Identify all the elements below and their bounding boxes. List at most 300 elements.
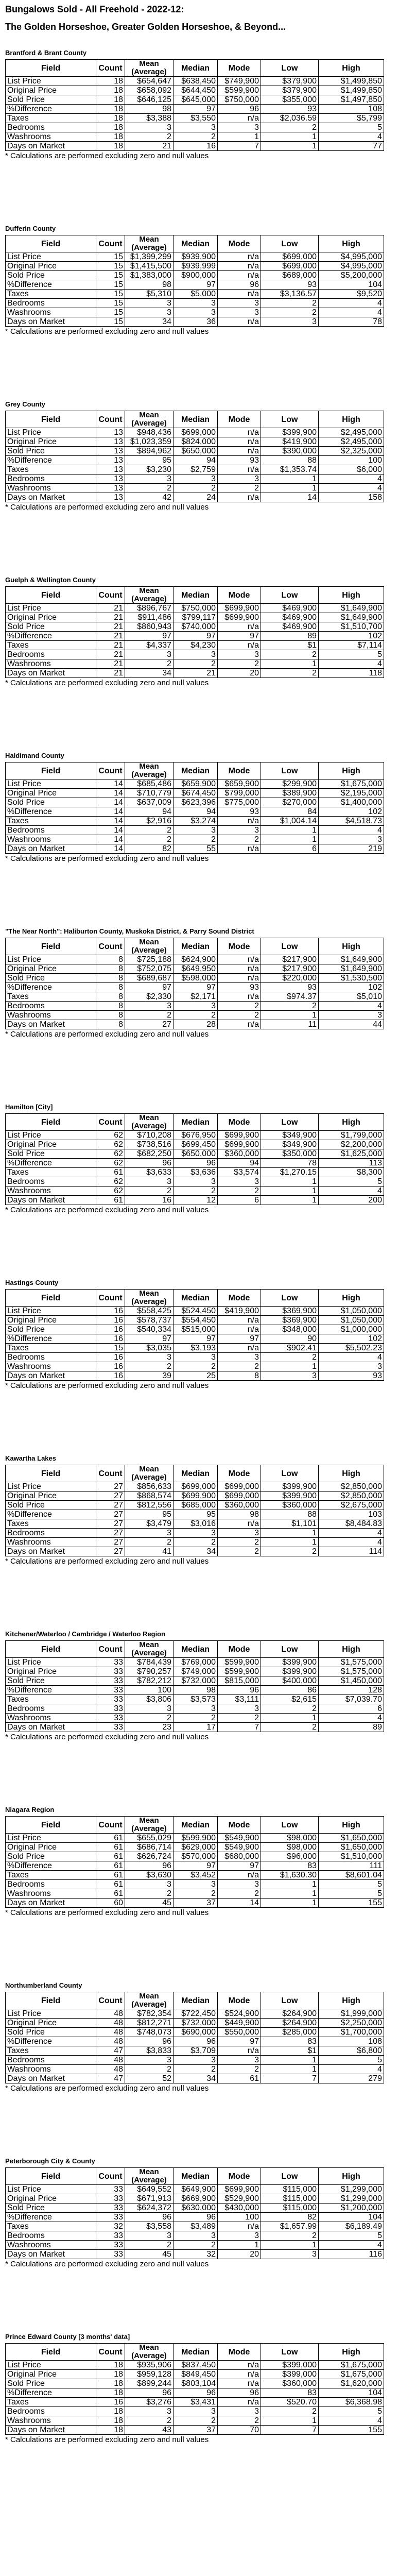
table-cell-field: Days on Market: [6, 1547, 96, 1556]
table-cell-high: 111: [319, 1861, 384, 1871]
table-cell-high: 93: [319, 1371, 384, 1381]
table-cell-mean: $894,962: [125, 447, 174, 456]
table-cell-high: $1,499,850: [319, 86, 384, 95]
table-cell-median: $3,573: [174, 1695, 218, 1704]
table-cell-median: $599,900: [174, 1834, 218, 1843]
table-cell-median: 97: [174, 632, 218, 641]
table-cell-count: 14: [96, 798, 125, 807]
table-cell-count: 8: [96, 964, 125, 974]
table-cell-mode: 94: [218, 1159, 261, 1168]
table-cell-low: 3: [261, 1371, 319, 1381]
table-cell-high: 108: [319, 105, 384, 114]
table-cell-count: 13: [96, 447, 125, 456]
table-cell-median: 34: [174, 2074, 218, 2083]
table-row: [6, 1353, 384, 1362]
table-cell-mode: 2: [218, 1889, 261, 1899]
table-cell-mean: $1,383,000: [125, 271, 174, 280]
stats-table: [5, 1289, 384, 1381]
table-cell-low: $379,900: [261, 77, 319, 86]
table-cell-median: $3,489: [174, 2222, 218, 2231]
table-cell-low: $1,657.99: [261, 2222, 319, 2231]
table-cell-field: List Price: [6, 2009, 96, 2019]
table-cell-field: List Price: [6, 2185, 96, 2194]
table-row: [6, 1834, 384, 1843]
table-cell-mode: n/a: [218, 114, 261, 123]
table-row: [6, 1723, 384, 1732]
mean-header-sublabel: (Average): [131, 243, 167, 252]
table-cell-median: 21: [174, 669, 218, 678]
table-cell-median: $3,016: [174, 1519, 218, 1529]
mean-header-label: Mean: [139, 1465, 159, 1473]
column-header-mean: [125, 1114, 174, 1131]
table-cell-high: $1,299,000: [319, 2185, 384, 2194]
table-row: [6, 280, 384, 290]
table-cell-mean: $738,516: [125, 1140, 174, 1149]
column-header-field: Field: [6, 2168, 96, 2185]
table-row: [6, 659, 384, 669]
column-header-count: Count: [96, 1114, 125, 1131]
table-cell-count: 8: [96, 1020, 125, 1029]
region-title: Dufferin County: [5, 225, 56, 232]
table-cell-mean: $790,257: [125, 1667, 174, 1676]
table-cell-median: 12: [174, 1196, 218, 1205]
column-header-mean: [125, 938, 174, 955]
table-cell-median: 34: [174, 1547, 218, 1556]
table-cell-mode: n/a: [218, 2222, 261, 2231]
table-cell-mean: $1,415,500: [125, 262, 174, 271]
column-header-count: Count: [96, 1465, 125, 1482]
table-cell-count: 16: [96, 1325, 125, 1334]
table-row: [6, 2056, 384, 2065]
table-cell-mean: $1,023,359: [125, 437, 174, 447]
table-cell-count: 8: [96, 992, 125, 1002]
stats-table: [5, 762, 384, 854]
table-cell-low: 7: [261, 2426, 319, 2435]
table-cell-field: Bedrooms: [6, 1002, 96, 1011]
table-cell-field: Original Price: [6, 1667, 96, 1676]
column-header-low: Low: [261, 938, 319, 955]
table-cell-count: 18: [96, 2370, 125, 2379]
table-cell-median: $3,636: [174, 1168, 218, 1177]
table-cell-field: Washrooms: [6, 132, 96, 142]
table-cell-count: 33: [96, 1704, 125, 1714]
column-header-low: Low: [261, 1290, 319, 1307]
table-cell-low: 1: [261, 142, 319, 151]
header-row: [6, 762, 384, 779]
table-row: [6, 798, 384, 807]
table-cell-count: 18: [96, 2416, 125, 2426]
column-header-field: Field: [6, 1817, 96, 1834]
table-cell-low: $400,000: [261, 1676, 319, 1686]
table-cell-low: $264,900: [261, 2019, 319, 2028]
table-cell-low: 2: [261, 1002, 319, 1011]
table-cell-field: Taxes: [6, 1344, 96, 1353]
table-cell-low: 1: [261, 2065, 319, 2074]
column-header-count: Count: [96, 1817, 125, 1834]
table-cell-field: List Price: [6, 604, 96, 613]
table-cell-low: $379,900: [261, 86, 319, 95]
table-cell-mean: 96: [125, 1861, 174, 1871]
table-row: [6, 807, 384, 817]
table-cell-field: Days on Market: [6, 142, 96, 151]
table-cell-field: Washrooms: [6, 1714, 96, 1723]
table-cell-low: $399,900: [261, 1492, 319, 1501]
column-header-mode: Mode: [218, 411, 261, 428]
table-cell-field: Taxes: [6, 1695, 96, 1704]
table-cell-mean: $658,092: [125, 86, 174, 95]
table-cell-high: 5: [319, 1889, 384, 1899]
table-cell-mode: n/a: [218, 2398, 261, 2407]
table-cell-field: Bedrooms: [6, 1880, 96, 1889]
table-row: [6, 2009, 384, 2019]
table-cell-median: $570,000: [174, 1852, 218, 1861]
table-cell-high: $8,601.04: [319, 1871, 384, 1880]
table-cell-median: $598,000: [174, 974, 218, 983]
column-header-mean: [125, 1817, 174, 1834]
table-cell-count: 8: [96, 983, 125, 992]
table-cell-mode: $599,900: [218, 1667, 261, 1676]
table-row: [6, 1843, 384, 1852]
table-cell-mean: $3,035: [125, 1344, 174, 1353]
column-header-high: High: [319, 938, 384, 955]
region-section: [5, 1454, 394, 1630]
table-cell-low: $902.41: [261, 1344, 319, 1353]
table-cell-median: 95: [174, 1510, 218, 1519]
column-header-mode: Mode: [218, 1817, 261, 1834]
mean-header-sublabel: (Average): [131, 770, 167, 779]
region-title: Kitchener/Waterloo / Cambridge / Waterloo Region: [5, 1630, 166, 1638]
table-cell-count: 27: [96, 1529, 125, 1538]
column-header-high: High: [319, 411, 384, 428]
calculation-note: * Calculations are performed excluding zero and null values: [5, 2084, 209, 2093]
table-cell-mode: $699,900: [218, 613, 261, 622]
table-cell-count: 16: [96, 1334, 125, 1344]
table-cell-mean: 43: [125, 2426, 174, 2435]
table-cell-high: 5: [319, 1177, 384, 1187]
column-header-field: Field: [6, 2344, 96, 2361]
table-cell-low: 2: [261, 2231, 319, 2241]
table-cell-mode: $699,900: [218, 1131, 261, 1140]
mean-header-sublabel: (Average): [131, 595, 167, 603]
table-cell-mode: 2: [218, 1362, 261, 1371]
table-cell-high: $7,039.70: [319, 1695, 384, 1704]
table-cell-mode: 96: [218, 280, 261, 290]
table-cell-field: Bedrooms: [6, 826, 96, 835]
mean-header-label: Mean: [139, 1640, 159, 1649]
table-cell-low: 14: [261, 493, 319, 502]
table-cell-field: Washrooms: [6, 1362, 96, 1371]
table-cell-high: $1,050,000: [319, 1307, 384, 1316]
table-cell-low: 93: [261, 983, 319, 992]
table-row: [6, 632, 384, 641]
table-cell-median: 3: [174, 2231, 218, 2241]
table-cell-mean: 45: [125, 2250, 174, 2259]
table-row: [6, 817, 384, 826]
table-cell-count: 27: [96, 1519, 125, 1529]
table-cell-low: $264,900: [261, 2009, 319, 2019]
table-cell-count: 13: [96, 428, 125, 437]
mean-header-label: Mean: [139, 235, 159, 244]
table-cell-high: $1,050,000: [319, 1316, 384, 1325]
table-cell-low: $1,630.30: [261, 1871, 319, 1880]
table-cell-median: $515,000: [174, 1325, 218, 1334]
column-header-count: Count: [96, 938, 125, 955]
sections-container: [5, 48, 394, 2508]
table-cell-field: Washrooms: [6, 484, 96, 493]
column-header-median: Median: [174, 411, 218, 428]
mean-header-sublabel: (Average): [131, 1824, 167, 1833]
table-cell-median: $749,000: [174, 1667, 218, 1676]
table-row: [6, 2028, 384, 2037]
mean-header-label: Mean: [139, 1289, 159, 1298]
table-cell-high: $5,502.23: [319, 1344, 384, 1353]
table-cell-median: 3: [174, 299, 218, 308]
table-row: [6, 2065, 384, 2074]
table-cell-field: Bedrooms: [6, 1353, 96, 1362]
table-cell-mean: 2: [125, 1011, 174, 1020]
table-cell-mean: $725,188: [125, 955, 174, 964]
table-cell-count: 15: [96, 280, 125, 290]
table-cell-field: Days on Market: [6, 844, 96, 854]
table-cell-median: 3: [174, 1177, 218, 1187]
column-header-high: High: [319, 1465, 384, 1482]
table-cell-mean: 27: [125, 1020, 174, 1029]
stats-table: [5, 235, 384, 327]
column-header-mode: Mode: [218, 938, 261, 955]
table-row: [6, 1714, 384, 1723]
table-cell-count: 61: [96, 1852, 125, 1861]
table-cell-high: $1,649,900: [319, 613, 384, 622]
table-cell-high: 102: [319, 632, 384, 641]
header-row: [6, 411, 384, 428]
column-header-high: High: [319, 1817, 384, 1834]
mean-header-label: Mean: [139, 2167, 159, 2176]
column-header-median: Median: [174, 938, 218, 955]
table-cell-mean: $868,574: [125, 1492, 174, 1501]
column-header-high: High: [319, 2168, 384, 2185]
table-cell-count: 8: [96, 1002, 125, 1011]
table-cell-count: 15: [96, 271, 125, 280]
table-cell-low: $1: [261, 2046, 319, 2056]
table-cell-mode: 2: [218, 1538, 261, 1547]
table-cell-low: $96,000: [261, 1852, 319, 1861]
column-header-field: Field: [6, 235, 96, 252]
mean-header-sublabel: (Average): [131, 1473, 167, 1482]
table-cell-mode: n/a: [218, 465, 261, 474]
table-cell-field: Taxes: [6, 1871, 96, 1880]
table-cell-high: 4: [319, 308, 384, 317]
table-cell-mean: $3,276: [125, 2398, 174, 2407]
table-cell-low: 82: [261, 2213, 319, 2222]
table-cell-low: 1: [261, 2241, 319, 2250]
table-cell-median: $732,000: [174, 2019, 218, 2028]
table-cell-median: 16: [174, 142, 218, 151]
calculation-note: * Calculations are performed excluding zero and null values: [5, 1206, 209, 1214]
table-row: [6, 2416, 384, 2426]
table-cell-high: 219: [319, 844, 384, 854]
table-cell-mode: n/a: [218, 2361, 261, 2370]
table-cell-high: 114: [319, 1547, 384, 1556]
table-cell-mode: 100: [218, 2213, 261, 2222]
table-cell-high: $2,495,000: [319, 428, 384, 437]
table-cell-mode: n/a: [218, 1316, 261, 1325]
table-cell-field: Days on Market: [6, 1899, 96, 1908]
table-cell-mode: 3: [218, 650, 261, 659]
table-cell-median: $837,450: [174, 2361, 218, 2370]
table-cell-count: 48: [96, 2028, 125, 2037]
table-row: [6, 2046, 384, 2056]
table-cell-high: 4: [319, 1714, 384, 1723]
table-cell-field: %Difference: [6, 105, 96, 114]
table-cell-mean: $896,767: [125, 604, 174, 613]
column-header-mean: [125, 1992, 174, 2009]
table-cell-mode: 70: [218, 2426, 261, 2435]
table-cell-field: Days on Market: [6, 493, 96, 502]
table-cell-low: 84: [261, 807, 319, 817]
table-row: [6, 271, 384, 280]
table-cell-count: 14: [96, 779, 125, 789]
table-cell-mean: 97: [125, 632, 174, 641]
table-row: [6, 844, 384, 854]
table-cell-mean: $3,833: [125, 2046, 174, 2056]
table-cell-mean: $782,212: [125, 1676, 174, 1686]
table-cell-high: 78: [319, 317, 384, 327]
table-cell-median: $699,000: [174, 428, 218, 437]
table-cell-field: Sold Price: [6, 447, 96, 456]
table-cell-mode: n/a: [218, 2046, 261, 2056]
table-cell-field: %Difference: [6, 2213, 96, 2222]
table-cell-median: 3: [174, 1704, 218, 1714]
table-cell-low: $349,900: [261, 1140, 319, 1149]
column-header-mode: Mode: [218, 1290, 261, 1307]
table-cell-median: $699,900: [174, 1492, 218, 1501]
table-cell-count: 21: [96, 622, 125, 632]
mean-header-sublabel: (Average): [131, 1297, 167, 1306]
table-cell-median: $769,000: [174, 1658, 218, 1667]
table-cell-mode: 2: [218, 484, 261, 493]
table-cell-mean: 34: [125, 317, 174, 327]
table-cell-mode: 97: [218, 632, 261, 641]
table-cell-high: $6,368.98: [319, 2398, 384, 2407]
table-cell-high: $5,010: [319, 992, 384, 1002]
calculation-note: * Calculations are performed excluding zero and null values: [5, 327, 209, 336]
table-cell-mode: $680,000: [218, 1852, 261, 1861]
table-row: [6, 1168, 384, 1177]
table-cell-mode: 1: [218, 132, 261, 142]
table-cell-mode: n/a: [218, 1020, 261, 1029]
table-cell-mode: 97: [218, 2037, 261, 2046]
table-cell-high: $1,620,000: [319, 2379, 384, 2388]
table-cell-mode: 2: [218, 1547, 261, 1556]
table-cell-median: $5,000: [174, 290, 218, 299]
table-row: [6, 1334, 384, 1344]
table-cell-field: List Price: [6, 1131, 96, 1140]
table-cell-mode: 3: [218, 1353, 261, 1362]
table-row: [6, 2074, 384, 2083]
table-cell-high: $2,495,000: [319, 437, 384, 447]
column-header-mean: [125, 2168, 174, 2185]
column-header-high: High: [319, 1641, 384, 1658]
table-cell-low: 1: [261, 1177, 319, 1187]
table-cell-mode: $659,900: [218, 779, 261, 789]
column-header-mean: [125, 587, 174, 604]
table-cell-low: 1: [261, 1187, 319, 1196]
table-cell-mode: $699,000: [218, 1492, 261, 1501]
table-cell-mean: 96: [125, 2388, 174, 2398]
region-section: [5, 1981, 394, 2157]
table-cell-mean: $782,354: [125, 2009, 174, 2019]
table-cell-median: 3: [174, 650, 218, 659]
table-row: [6, 95, 384, 105]
table-row: [6, 493, 384, 502]
table-cell-mode: 93: [218, 807, 261, 817]
table-cell-field: Bedrooms: [6, 1529, 96, 1538]
table-cell-high: $1,299,000: [319, 2194, 384, 2204]
table-cell-median: 36: [174, 317, 218, 327]
table-cell-mean: 2: [125, 1714, 174, 1723]
column-header-high: High: [319, 1290, 384, 1307]
table-cell-median: $4,230: [174, 641, 218, 650]
table-cell-mean: 95: [125, 1510, 174, 1519]
table-cell-high: $8,300: [319, 1168, 384, 1177]
table-cell-count: 15: [96, 308, 125, 317]
table-cell-field: Bedrooms: [6, 2407, 96, 2416]
table-cell-mean: 2: [125, 835, 174, 844]
table-cell-count: 21: [96, 659, 125, 669]
table-cell-mode: $449,900: [218, 2019, 261, 2028]
table-cell-median: $624,900: [174, 955, 218, 964]
table-cell-mean: $3,633: [125, 1168, 174, 1177]
column-header-low: Low: [261, 2168, 319, 2185]
table-cell-median: 2: [174, 1362, 218, 1371]
table-cell-high: 4: [319, 1002, 384, 1011]
table-row: [6, 964, 384, 974]
table-cell-field: Taxes: [6, 465, 96, 474]
header-row: [6, 587, 384, 604]
column-header-low: Low: [261, 2344, 319, 2361]
column-header-mode: Mode: [218, 235, 261, 252]
table-cell-mean: 41: [125, 1547, 174, 1556]
table-row: [6, 105, 384, 114]
region-section: [5, 1103, 394, 1278]
table-row: [6, 437, 384, 447]
column-header-high: High: [319, 235, 384, 252]
table-cell-mean: $899,244: [125, 2379, 174, 2388]
table-row: [6, 2379, 384, 2388]
table-cell-median: $524,450: [174, 1307, 218, 1316]
table-cell-median: 94: [174, 456, 218, 465]
table-cell-mean: $784,439: [125, 1658, 174, 1667]
table-cell-low: $355,000: [261, 95, 319, 105]
table-cell-low: $699,000: [261, 252, 319, 262]
table-row: [6, 1880, 384, 1889]
table-cell-median: 2: [174, 1889, 218, 1899]
table-cell-count: 13: [96, 437, 125, 447]
header-row: [6, 1817, 384, 1834]
table-cell-count: 61: [96, 1843, 125, 1852]
table-cell-high: $1,675,000: [319, 779, 384, 789]
table-row: [6, 983, 384, 992]
table-cell-low: 1: [261, 1538, 319, 1547]
table-cell-count: 48: [96, 2037, 125, 2046]
table-cell-median: 96: [174, 1159, 218, 1168]
table-cell-low: 2: [261, 1353, 319, 1362]
column-header-median: Median: [174, 1290, 218, 1307]
table-cell-mean: $812,556: [125, 1501, 174, 1510]
table-cell-high: $1,450,000: [319, 1676, 384, 1686]
table-cell-median: $638,450: [174, 77, 218, 86]
table-cell-high: $1,625,000: [319, 1149, 384, 1159]
